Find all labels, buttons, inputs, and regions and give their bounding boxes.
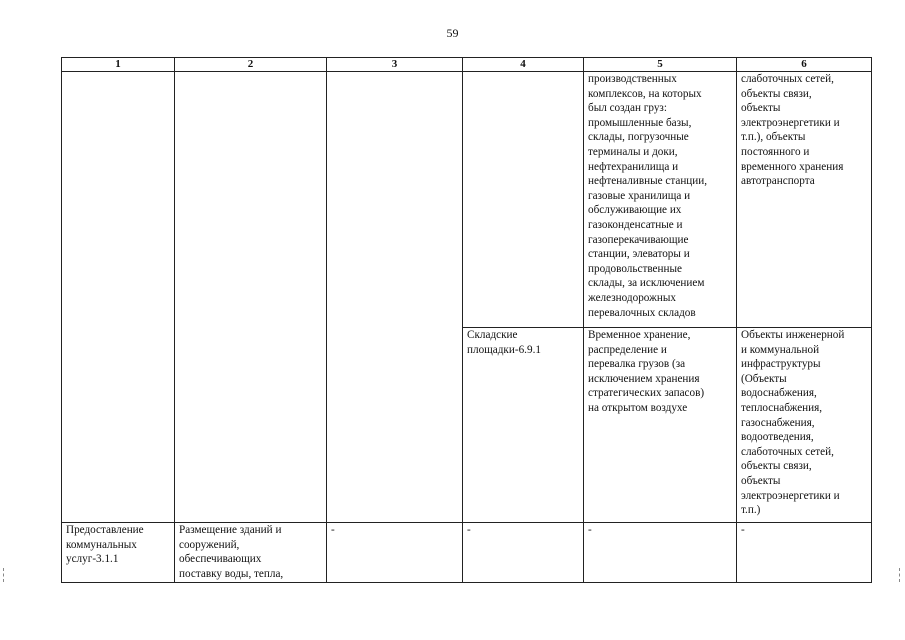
column-header-1: 1 bbox=[62, 58, 175, 72]
table-cell bbox=[327, 72, 463, 523]
table-row bbox=[62, 72, 872, 328]
table-cell: Временное хранение, распределение и перевалка грузов (за исключением хранения стратегических запасов) на открытом воздухе bbox=[584, 328, 737, 523]
page-number: 59 bbox=[446, 26, 459, 40]
table-cell: производственных комплексов, на которых был создан груз: промышленные базы, склады, погрузочные терминалы и доки, нефтехранилища и нефтеналивные станции, газовые хранилища и обслуживающие их газоконденсатные и газоперекачивающие станции, элеваторы и продовольственные склады, за исключением железнодорожных перевалочных складов bbox=[584, 72, 737, 328]
column-header-6: 6 bbox=[737, 58, 872, 72]
column-header-2: 2 bbox=[175, 58, 327, 72]
table-cell: Объекты инженерной и коммунальной инфраструктуры (Объекты водоснабжения, теплоснабжения, газоснабжения, водоотведения, слаботочных сетей, объекты связи, объекты электроэнергетики и т.п.) bbox=[737, 328, 872, 523]
table-header-row bbox=[62, 58, 872, 72]
table-cell: Предоставление коммунальных услуг-3.1.1 bbox=[62, 523, 175, 583]
column-header-4: 4 bbox=[463, 58, 584, 72]
land-use-table bbox=[61, 57, 872, 583]
table-cell: - bbox=[737, 523, 872, 583]
table-cell: Складские площадки-6.9.1 bbox=[463, 328, 584, 523]
column-header-5: 5 bbox=[584, 58, 737, 72]
table-cell bbox=[62, 72, 175, 523]
table-cell: Размещение зданий и сооружений, обеспечивающих поставку воды, тепла, bbox=[175, 523, 327, 583]
table-cell: - bbox=[327, 523, 463, 583]
table-cell bbox=[463, 72, 584, 328]
table-cell bbox=[175, 72, 327, 523]
table-row bbox=[62, 523, 872, 583]
scan-edge-mark bbox=[899, 568, 902, 582]
scan-edge-mark bbox=[3, 568, 6, 582]
table-cell: - bbox=[463, 523, 584, 583]
table-cell: слаботочных сетей, объекты связи, объекты электроэнергетики и т.п.), объекты постоянного и временного хранения автотранспорта bbox=[737, 72, 872, 328]
column-header-3: 3 bbox=[327, 58, 463, 72]
table-cell: - bbox=[584, 523, 737, 583]
